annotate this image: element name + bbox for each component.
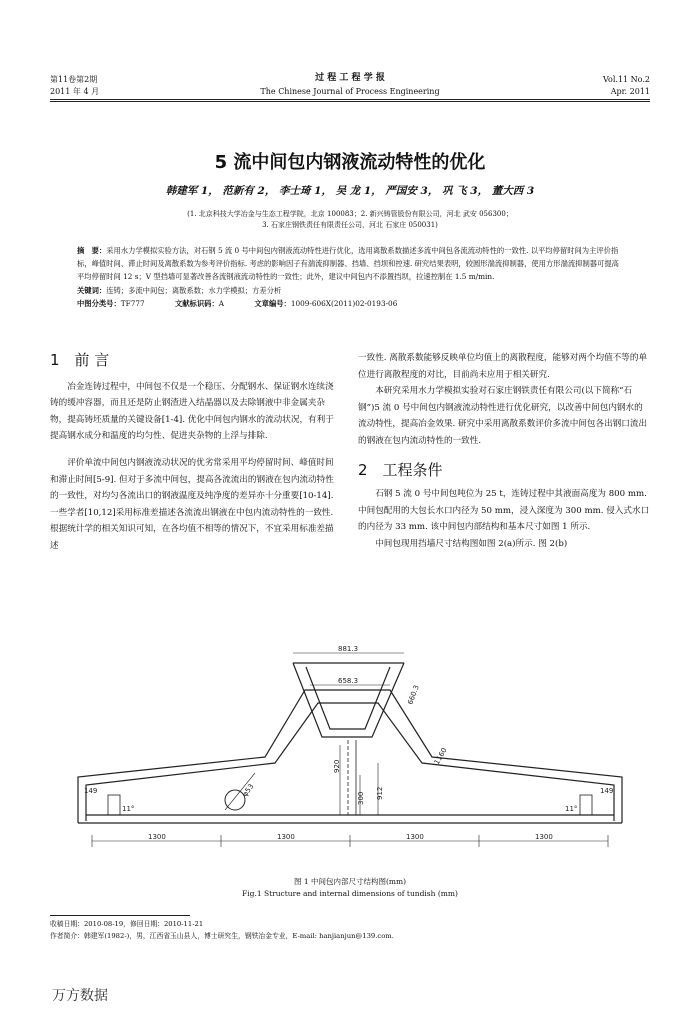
section-1-heading: 1 前 言	[50, 351, 110, 369]
tundish-inner-profile	[86, 703, 614, 821]
abstract-block	[77, 244, 623, 310]
figure-1-tundish-drawing	[60, 645, 640, 860]
dim-seg-1: 1300	[148, 833, 166, 841]
header-rule	[50, 99, 650, 100]
clc-label: 中图分类号：	[77, 298, 121, 308]
tundish-outer-profile	[78, 690, 622, 823]
dim-920: 920	[333, 759, 341, 773]
section-2-paragraph-1: 石钢 5 流 0 号中间包吨位为 25 t，连铸过程中其液面高度为 800 mm. 中间包配用的大包长水口内径为 50 mm，浸入深度为 300 mm. 侵入式水口的内径为 33 mm. 该中间包内部结构和基本尺寸如图 1 所示.	[358, 489, 650, 533]
keywords-label: 关键词：	[77, 285, 107, 295]
abstract-text: 采用水力学模拟实验方法，对石钢 5 流 0 号中间包内钢液流动特性进行优化，选用离散系数描述多流中间包各流流动特性的一致性. 以平均停留时间为主评价指标，峰值时间、滞止时间及离散系数为参考评价指标. 考虑的影响因子有湍流抑制器、挡墙、挡坝和控速. 研究结果表明，较圆形湍流抑制器，使用方形湍流抑制器可提高平均停留时间 12 s；V 型挡墙可显著改善各流钢液流动特性的一致性；此外，建议中间包内不添置挡坝，拉速控制在 1.5 m/min.	[77, 246, 619, 282]
date-en: Apr. 2011	[610, 87, 650, 96]
footnote-rule	[50, 915, 190, 916]
author-info: 作者简介：韩建军(1982-)，男，江西省玉山县人，博士研究生，钢铁冶金专业，E-mail: hanjianjun@139.com.	[50, 932, 394, 940]
figure-caption-en: Fig.1 Structure and internal dimensions of tundish (mm)	[242, 889, 458, 898]
dim-angle-2: 11°	[565, 805, 578, 813]
section-1-paragraph-4: 本研究采用水力学模拟实验对石家庄钢铁责任有限公司(以下简称“石钢”)5 流 0 号中间包内钢液流动特性进行优化研究，以改善中间包内钢水的流动特性，提高冶金效果. 研究中采用离散系数评价多流中间包各出钢口流出的钢液在包内流动特性的一致性.	[358, 386, 648, 446]
dim-right-149: 149	[600, 787, 614, 795]
article-number: 1009-606X(2011)02-0193-06	[290, 298, 398, 308]
paper-title: 5 流中间包内钢液流动特性的优化	[214, 152, 486, 173]
section-1-paragraph-2: 评价单流中间包内钢液流动状况的优劣常采用平均停留时间、峰值时间和滞止时间[5-9]. 但对于多流中间包，提高各流流出的钢液在包内流动特性的一致性，对均匀各流出口的钢液温度及纯净度的差异亦十分重要[10-14]. 一些学者[10,12]采用标准差描述各流流出钢液在中包内流动特性的一致性. 根据统计学的相关知识可知，在各均值不相等的情况下，不宜采用标准差描述	[50, 457, 334, 551]
section-2-heading: 2 工程条件	[358, 460, 443, 479]
header-rule-thin	[50, 101, 650, 102]
section-1-paragraph-3: 一致性. 离散系数能够反映单位均值上的离散程度，能够对两个均值不等的单位进行离散程度的对比，目前尚未应用于相关研究.	[358, 353, 648, 380]
section-2-paragraph-2: 中间包现用挡墙尺寸结构图如图 2(a)所示. 图 2(b)	[375, 538, 568, 549]
received-date: 收稿日期：2010-08-19，修回日期：2010-11-21	[50, 920, 204, 928]
authors: 韩建军 1， 范新有 2， 李士琦 1， 吴 龙 1， 严国安 3， 巩 飞 3， 董大西 3	[165, 185, 535, 197]
volume-cn: 第11卷第2期	[50, 75, 98, 84]
dim-inner-top: 658.3	[338, 677, 359, 685]
dim-seg-4: 1300	[535, 833, 553, 841]
article-number-label: 文章编号：	[254, 298, 291, 308]
abstract-label: 摘 要：	[77, 246, 107, 255]
dim-slope-2: 1160	[432, 746, 449, 766]
journal-title-cn: 过 程 工 程 学 报	[315, 73, 385, 83]
doc-code: A	[218, 298, 225, 308]
date-cn: 2011 年 4 月	[50, 87, 100, 96]
dim-top: 881.3	[338, 645, 359, 653]
dim-angle-1: 11°	[122, 805, 135, 813]
doc-code-label: 文献标识码：	[174, 298, 219, 308]
dim-phi: φ53	[241, 782, 256, 799]
section-1-paragraph-1: 冶金连铸过程中，中间包不仅是一个稳压、分配钢水、保证钢水连续浇铸的缓冲容器，而且还是防止钢渣进入结晶器以及去除钢液中非金属夹杂物，提高铸坯质量的关键设备[1-4]. 优化中间包内钢水的流动状况，有利于提高钢水成分和温度的均匀性、促进夹杂物的上浮与排除.	[50, 381, 334, 442]
keywords: 连铸；多流中间包；离散系数；水力学模拟；方差分析	[106, 285, 282, 295]
dim-912: 912	[376, 786, 384, 800]
dim-left-149: 149	[84, 787, 98, 795]
right-column	[358, 350, 650, 553]
figure-caption-cn: 图 1 中间包内部尺寸结构图(mm)	[293, 877, 407, 886]
journal-title-en: The Chinese Journal of Process Engineering	[260, 87, 440, 96]
dim-seg-3: 1300	[406, 833, 424, 841]
dim-slope-1: 660.3	[406, 684, 421, 706]
affiliation-line-2: 3. 石家庄钢铁责任有限责任公司，河北 石家庄 050031)	[262, 221, 438, 229]
dim-seg-2: 1300	[277, 833, 295, 841]
dim-300: 300	[357, 791, 365, 805]
volume-en: Vol.11 No.2	[603, 75, 650, 84]
left-column	[50, 352, 342, 555]
affiliation-line-1: (1. 北京科技大学冶金与生态工程学院，北京 100083；2. 新兴铸管股份有限公司，河北 武安 056300；	[187, 210, 513, 218]
clc-number: TF777	[120, 298, 145, 308]
watermark: 万方数据	[52, 988, 108, 1004]
